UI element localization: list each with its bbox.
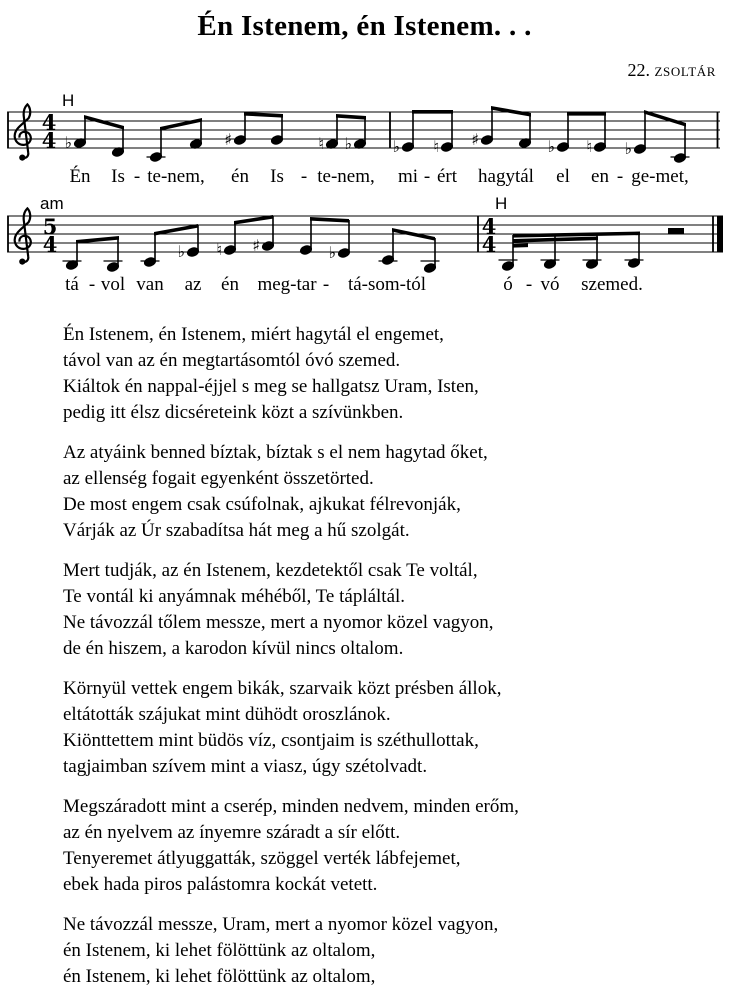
verse-line: Én Istenem, én Istenem, miért hagytál el engemet, (63, 324, 444, 345)
lyric-syllable: - (322, 274, 330, 295)
treble-clef-icon (19, 259, 25, 265)
lyric-syllable: - (423, 166, 431, 187)
accidental-sharp-icon: ♯ (471, 130, 479, 149)
accidental-flat-icon: ♭ (177, 242, 185, 261)
verse-line: távol van az én megtartásomtól óvó szemed. (63, 350, 401, 371)
lyric-syllable: tá (65, 274, 79, 295)
beam (84, 115, 124, 130)
lyric-syllable: vó (540, 274, 560, 295)
verse-line: Kiáltok én nappal-éjjel s meg se hallgatsz Uram, Isten, (63, 376, 479, 397)
music-score (0, 0, 729, 312)
page-title: Én Istenem, én Istenem. . . (197, 10, 532, 42)
time-signature-numerator: 4 (41, 110, 57, 135)
verse-line: Az atyáink benned bíztak, bíztak s el nem hagytad őket, (63, 442, 488, 463)
beam (491, 106, 531, 117)
beam (310, 217, 349, 223)
accidental-natural-icon: ♮ (433, 137, 439, 156)
time-signature-denominator: 4 (42, 232, 58, 257)
final-barline-thick (717, 216, 723, 253)
lyric-syllable: hagytál (478, 166, 534, 187)
verse-line: De most engem csak csúfolnak, ajkukat félrevonják, (63, 494, 461, 515)
lyric-syllable: el (556, 166, 570, 187)
lyric-syllable: ó (503, 274, 513, 295)
accidental-flat-icon: ♭ (64, 133, 72, 152)
beam (412, 110, 453, 114)
verse-stanza (63, 322, 709, 426)
treble-clef-icon (19, 155, 25, 161)
half-rest (668, 228, 684, 234)
lyric-syllable: Is (270, 166, 284, 187)
beam (160, 118, 202, 131)
lyric-syllable: mi (397, 166, 419, 187)
verse-line: Megszáradott mint a cserép, minden nedvem, minden erőm, (63, 796, 519, 817)
beam (336, 114, 366, 120)
lyric-syllable: az (184, 274, 202, 295)
lyric-syllable: - (525, 274, 533, 295)
lyric-syllable: - (88, 274, 96, 295)
beam (567, 112, 606, 116)
lyric-syllable: Is (111, 166, 125, 187)
chord-label: H (495, 194, 508, 213)
verse-line: Várják az Úr szabadítsa hát meg a hű szolgát. (63, 520, 410, 541)
verse-line: Környül vettek engem bikák, szarvaik közt présben állok, (63, 678, 502, 699)
verse-line: Te vontál ki anyámnak méhéből, Te tápláltál. (63, 586, 406, 607)
accidental-flat-icon: ♭ (392, 137, 400, 156)
verse-line: az én nyelvem az ínyemre száradt a sír előtt. (63, 822, 401, 843)
verse-stanza (63, 558, 709, 662)
lyric-syllable: én (221, 274, 239, 295)
lyric-syllable: - (133, 166, 141, 187)
verse-line: Kiönttettem mint büdös víz, csontjaim is széthullottak, (63, 730, 479, 751)
time-signature-numerator: 4 (481, 214, 497, 239)
verse-line: tagjaimban szívem mint a viasz, úgy szétolvadt. (63, 756, 428, 777)
verse-line: eltátották szájukat mint dühödt oroszlánok. (63, 704, 391, 725)
verse-stanza (63, 440, 709, 544)
lyric-syllable: en (591, 166, 609, 187)
verse-line: de én hiszem, a karodon kívül nincs oltalom. (63, 638, 404, 659)
beam (513, 232, 640, 238)
lyric-syllable: tá-som-tól (347, 274, 427, 295)
psalm-number: 22. (627, 60, 650, 80)
accidental-flat-icon: ♭ (547, 137, 555, 156)
accidental-natural-icon: ♮ (586, 137, 592, 156)
verse-line: Tenyeremet átlyuggatták, szöggel verték lábfejemet, (63, 848, 461, 869)
lyric-syllable: meg-tar (257, 274, 317, 295)
verse-line: én Istenem, ki lehet fölöttünk az oltalom, (63, 966, 376, 987)
accidental-natural-icon: ♮ (216, 240, 222, 259)
verse-line: én Istenem, ki lehet fölöttünk az oltalom, (63, 940, 376, 961)
lyric-syllable: te-nem, (147, 166, 205, 187)
lyric-syllable: - (616, 166, 624, 187)
accidental-flat-icon: ♭ (624, 139, 632, 158)
verse-line: Ne távozzál messze, Uram, mert a nyomor közel vagyon, (63, 914, 499, 935)
accidental-flat-icon: ♭ (328, 243, 336, 262)
verse-stanza (63, 912, 709, 987)
verse-line: Mert tudják, az én Istenem, kezdetektől csak Te voltál, (63, 560, 478, 581)
chord-label: H (62, 91, 75, 110)
time-signature-denominator: 4 (481, 232, 497, 257)
psalm-number-label: zsoltár (654, 60, 716, 80)
lyric-syllable: én (231, 166, 249, 187)
accidental-sharp-icon: ♯ (224, 130, 232, 149)
lyric-syllable: ge-met, (631, 166, 689, 187)
lyric-syllable: - (300, 166, 308, 187)
lyric-syllable: Én (69, 166, 91, 187)
accidental-sharp-icon: ♯ (252, 236, 260, 255)
accidental-flat-icon: ♭ (344, 134, 352, 153)
verse-block (63, 322, 709, 987)
accidental-natural-icon: ♮ (318, 134, 324, 153)
verse-line: pedig itt élsz dicséreteink közt a szívünkben. (63, 402, 404, 423)
lyric-syllable: te-nem, (317, 166, 375, 187)
lyric-syllable: vol (100, 274, 126, 295)
beam (244, 112, 283, 118)
time-signature-numerator: 5 (42, 214, 58, 239)
verse-stanza (63, 676, 709, 780)
verse-stanza (63, 794, 709, 898)
lyric-syllable: szemed. (581, 274, 643, 295)
chord-label: am (40, 194, 64, 213)
lyric-syllable: ért (436, 166, 458, 187)
verse-line: az ellenség fogait egyenként összetörted. (63, 468, 374, 489)
verse-line: Ne távozzál tőlem messze, mert a nyomor közel vagyon, (63, 612, 494, 633)
time-signature-denominator: 4 (41, 128, 57, 153)
verse-line: ebek hada piros palástomra kockát vetett. (63, 874, 378, 895)
beam (513, 244, 528, 248)
lyric-syllable: van (136, 274, 164, 295)
